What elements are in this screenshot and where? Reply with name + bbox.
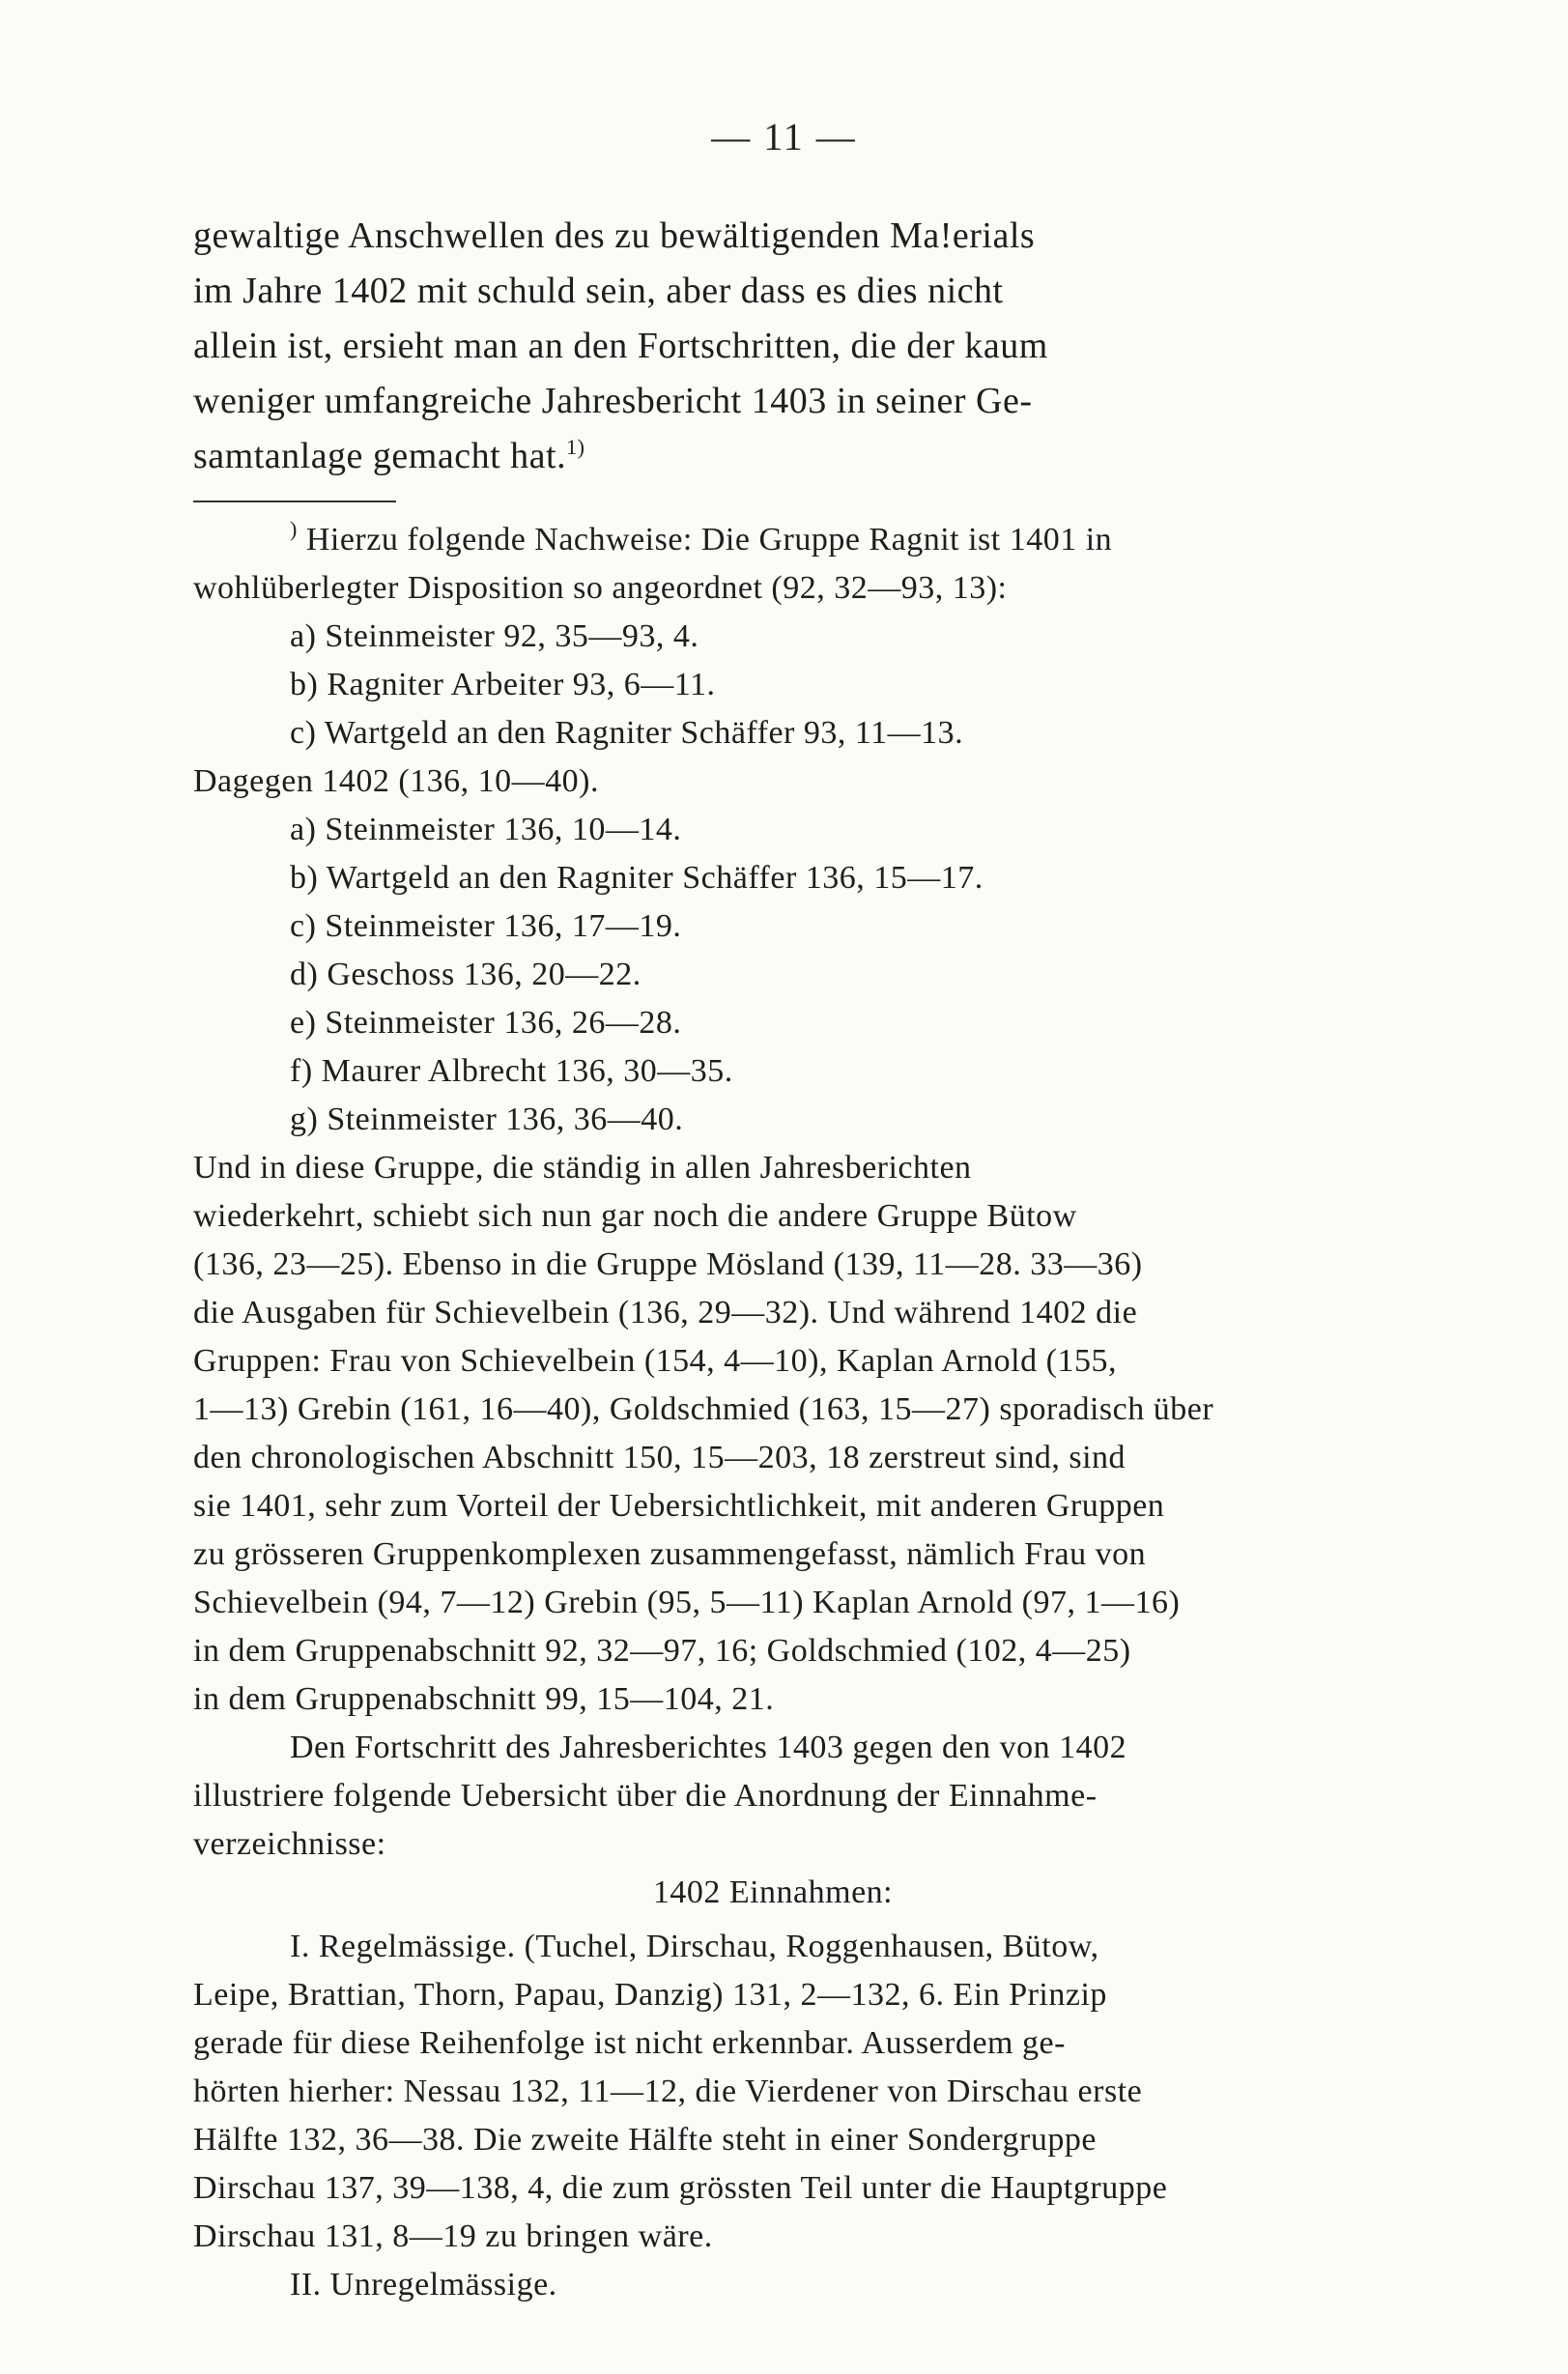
text-line: Hälfte 132, 36—38. Die zweite Hälfte steht in einer Sondergruppe	[193, 2122, 1097, 2158]
text-line: die Ausgaben für Schievelbein (136, 29—32). Und während 1402 die	[193, 1295, 1138, 1330]
list-item: b) Ragniter Arbeiter 93, 6—11.	[290, 667, 716, 702]
list-item: e) Steinmeister 136, 26—28.	[290, 1005, 682, 1041]
text-line: gerade für diese Reihenfolge ist nicht erkennbar. Ausserdem ge-	[193, 2025, 1066, 2061]
list-item: c) Wartgeld an den Ragniter Schäffer 93, 11—13.	[290, 715, 964, 751]
text-line: im Jahre 1402 mit schuld sein, aber dass es dies nicht	[193, 271, 1004, 311]
dagegen-line: Dagegen 1402 (136, 10—40).	[193, 763, 599, 799]
list-item: d) Geschoss 136, 20—22.	[290, 957, 641, 992]
text-line: Und in diese Gruppe, die ständig in allen Jahresberichten	[193, 1150, 972, 1186]
text-line: wiederkehrt, schiebt sich nun gar noch die andere Gruppe Bütow	[193, 1198, 1077, 1234]
section-heading: 1402 Einnahmen:	[652, 1874, 894, 1910]
text-line: gewaltige Anschwellen des zu bewältigenden Ma!erials	[193, 215, 1036, 256]
text-line: sie 1401, sehr zum Vorteil der Uebersichtlichkeit, mit anderen Gruppen	[193, 1488, 1165, 1524]
footnote-separator	[193, 501, 396, 502]
text-line: Gruppen: Frau von Schievelbein (154, 4—10), Kaplan Arnold (155,	[193, 1343, 1117, 1379]
text-line: 1—13) Grebin (161, 16—40), Goldschmied (163, 15—27) sporadisch über	[193, 1391, 1214, 1427]
text-line: hörten hierher: Nessau 132, 11—12, die Vierdener von Dirschau erste	[193, 2074, 1143, 2109]
list-item: a) Steinmeister 136, 10—14.	[290, 812, 682, 847]
text-line: in dem Gruppenabschnitt 99, 15—104, 21.	[193, 1681, 775, 1717]
text-line: Leipe, Brattian, Thorn, Papau, Danzig) 131, 2—132, 6. Ein Prinzip	[193, 1977, 1107, 2013]
footnote	[193, 517, 1353, 2315]
list-item: a) Steinmeister 92, 35—93, 4.	[290, 618, 699, 654]
text-line: in dem Gruppenabschnitt 92, 32—97, 16; Goldschmied (102, 4—25)	[193, 1633, 1131, 1669]
main-paragraph	[193, 215, 1353, 490]
text-line: (136, 23—25). Ebenso in die Gruppe Mösland (139, 11—28. 33—36)	[193, 1246, 1143, 1282]
page-number: — 11 —	[711, 115, 857, 158]
text-line: I. Regelmässige. (Tuchel, Dirschau, Roggenhausen, Bütow,	[290, 1929, 1099, 1964]
text-line: Den Fortschritt des Jahresberichtes 1403 gegen den von 1402	[290, 1730, 1127, 1765]
text-line: zu grösseren Gruppenkomplexen zusammengefasst, nämlich Frau von	[193, 1536, 1147, 1572]
text-line: weniger umfangreiche Jahresbericht 1403 in seiner Ge-	[193, 381, 1033, 421]
text-line: Schievelbein (94, 7—12) Grebin (95, 5—11) Kaplan Arnold (97, 1—16)	[193, 1585, 1181, 1620]
list-item: f) Maurer Albrecht 136, 30—35.	[290, 1053, 733, 1089]
text-line: samtanlage gemacht hat.$^{1)}$	[193, 435, 585, 476]
list-item: g) Steinmeister 136, 36—40.	[290, 1101, 684, 1137]
text-line: illustriere folgende Uebersicht über die Anordnung der Einnahme-	[193, 1778, 1098, 1814]
list-item: b) Wartgeld an den Ragniter Schäffer 136, 15—17.	[290, 860, 984, 896]
footnote-marker: )	[290, 517, 298, 541]
text-line: verzeichnisse:	[193, 1826, 386, 1862]
footnote-reference: 1)	[566, 435, 585, 459]
text-line: Dirschau 131, 8—19 zu bringen wäre.	[193, 2218, 713, 2254]
text-line: allein ist, ersieht man an den Fortschritten, die der kaum	[193, 326, 1048, 366]
text-line: wohlüberlegter Disposition so angeordnet (92, 32—93, 13):	[193, 570, 1008, 606]
section-two-heading: II. Unregelmässige.	[290, 2267, 557, 2302]
text-line: den chronologischen Abschnitt 150, 15—203, 18 zerstreut sind, sind	[193, 1440, 1126, 1475]
list-item: c) Steinmeister 136, 17—19.	[290, 908, 682, 944]
text-line: Dirschau 137, 39—138, 4, die zum grössten Teil unter die Hauptgruppe	[193, 2170, 1168, 2206]
footnote-first-line: ) Hierzu folgende Nachweise: Die Gruppe Ragnit ist 1401 in	[290, 517, 1113, 558]
